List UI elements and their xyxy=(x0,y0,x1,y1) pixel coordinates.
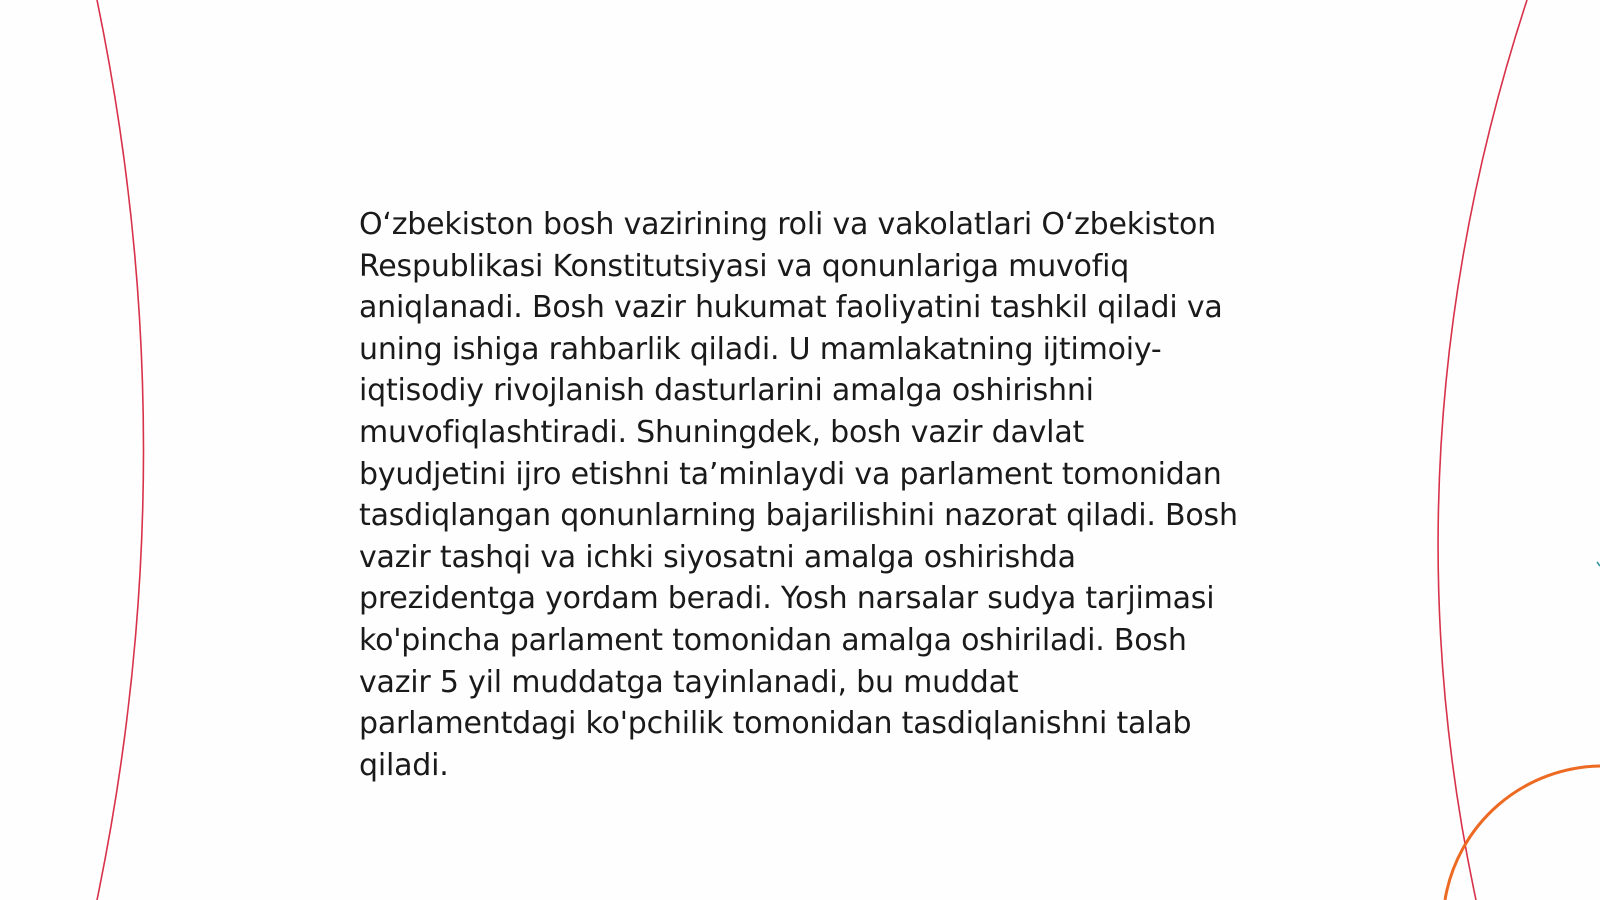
right-curve xyxy=(1438,0,1527,900)
orange-arc xyxy=(1445,766,1600,900)
slide-body-text: O‘zbekiston bosh vazirining roli va vakolatlari O‘zbekiston Respublikasi Konstitutsiyasi va qonunlariga muvofiq aniqlanadi. Bosh vazir hukumat faoliyatini tashkil qiladi va uning ishiga rahbarlik qiladi. U mamlakatning ijtimoiy-iqtisodiy rivojlanish dasturlarini amalga oshirishni muvofiqlashtiradi. Shuningdek, bosh vazir davlat byudjetini ijro etishni ta’minlaydi va parlament tomonidan tasdiqlangan qonunlarning bajarilishini nazorat qiladi. Bosh vazir tashqi va ichki siyosatni amalga oshirishda prezidentga yordam beradi. Yosh narsalar sudya tarjimasi ko'pincha parlament tomonidan amalga oshiriladi. Bosh vazir 5 yil muddatga tayinlanadi, bu muddat parlamentdagi ko'pchilik tomonidan tasdiqlanishni talab qiladi. xyxy=(359,207,1238,783)
left-curve xyxy=(97,0,144,900)
